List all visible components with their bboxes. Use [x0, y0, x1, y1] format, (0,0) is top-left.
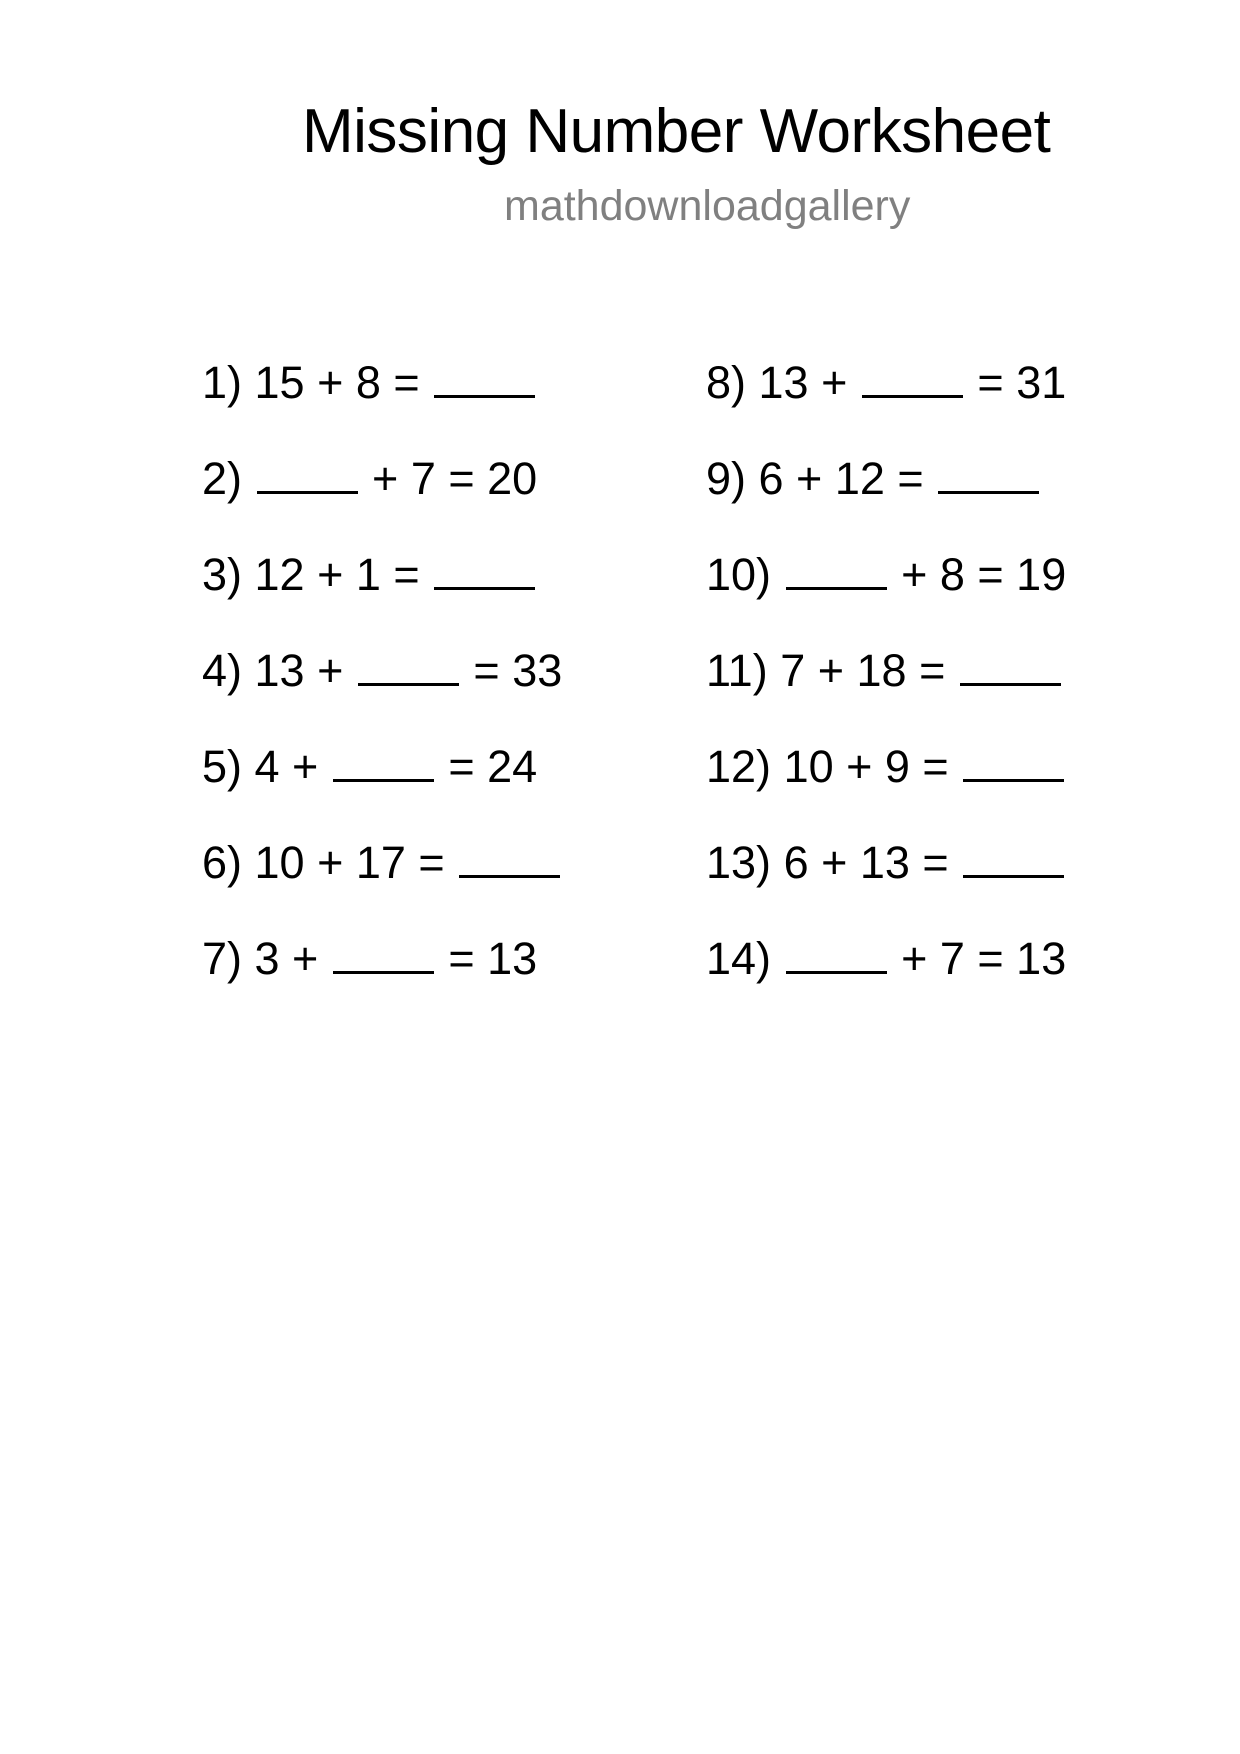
problem-expression-after: + 8 = 19: [901, 549, 1067, 600]
problem-expression-after: = 31: [977, 357, 1067, 408]
problem-expression-after: = 33: [473, 645, 563, 696]
problem-number: 13): [706, 837, 772, 888]
problem-item: [202, 729, 562, 825]
problem-item: [706, 633, 1066, 729]
problem-expression-before: 4 +: [254, 741, 319, 792]
answer-blank[interactable]: [963, 825, 1064, 878]
answer-blank[interactable]: [358, 633, 459, 686]
problem-number: 12): [706, 741, 772, 792]
worksheet-title: Missing Number Worksheet: [302, 97, 1051, 166]
problem-number: 14): [706, 933, 772, 984]
answer-blank[interactable]: [786, 537, 887, 590]
problem-expression-before: 12 + 1 =: [254, 549, 420, 600]
answer-blank[interactable]: [434, 345, 535, 398]
problem-item: [202, 825, 562, 921]
problem-expression-before: 6 + 13 =: [783, 837, 949, 888]
answer-blank[interactable]: [333, 729, 434, 782]
problem-item: [202, 633, 562, 729]
problem-item: [706, 729, 1066, 825]
problem-expression-after: + 7 = 20: [372, 453, 538, 504]
answer-blank[interactable]: [257, 441, 358, 494]
problem-number: 9): [706, 453, 747, 504]
problem-expression-before: 13 +: [758, 357, 848, 408]
problem-number: 7): [202, 933, 243, 984]
problem-number: 3): [202, 549, 243, 600]
problem-expression-before: 7 + 18 =: [780, 645, 946, 696]
problem-number: 6): [202, 837, 243, 888]
problems-right-column: [706, 345, 1066, 1017]
answer-blank[interactable]: [960, 633, 1061, 686]
problem-expression-after: + 7 = 13: [901, 933, 1067, 984]
answer-blank[interactable]: [459, 825, 560, 878]
answer-blank[interactable]: [333, 921, 434, 974]
problem-item: [202, 441, 562, 537]
problems-left-column: [202, 345, 562, 1017]
problem-expression-before: 13 +: [254, 645, 344, 696]
problem-item: [202, 537, 562, 633]
problem-expression-before: 10 + 9 =: [783, 741, 949, 792]
problem-expression-before: 10 + 17 =: [254, 837, 445, 888]
problem-expression-before: 3 +: [254, 933, 319, 984]
problem-item: [706, 441, 1066, 537]
problem-expression-before: 6 + 12 =: [758, 453, 924, 504]
problem-item: [706, 825, 1066, 921]
problem-expression-before: 15 + 8 =: [254, 357, 420, 408]
problem-number: 2): [202, 453, 243, 504]
problem-item: [202, 921, 562, 1017]
problem-item: [706, 345, 1066, 441]
problem-item: [706, 537, 1066, 633]
problem-item: [202, 345, 562, 441]
problem-number: 8): [706, 357, 747, 408]
worksheet-source: mathdownloadgallery: [504, 182, 911, 230]
problem-expression-after: = 24: [448, 741, 538, 792]
answer-blank[interactable]: [434, 537, 535, 590]
problem-item: [706, 921, 1066, 1017]
answer-blank[interactable]: [963, 729, 1064, 782]
problem-number: 10): [706, 549, 772, 600]
answer-blank[interactable]: [938, 441, 1039, 494]
problem-number: 11): [706, 645, 768, 696]
problem-number: 5): [202, 741, 243, 792]
answer-blank[interactable]: [786, 921, 887, 974]
problem-number: 4): [202, 645, 243, 696]
problem-expression-after: = 13: [448, 933, 538, 984]
answer-blank[interactable]: [862, 345, 963, 398]
problem-number: 1): [202, 357, 243, 408]
